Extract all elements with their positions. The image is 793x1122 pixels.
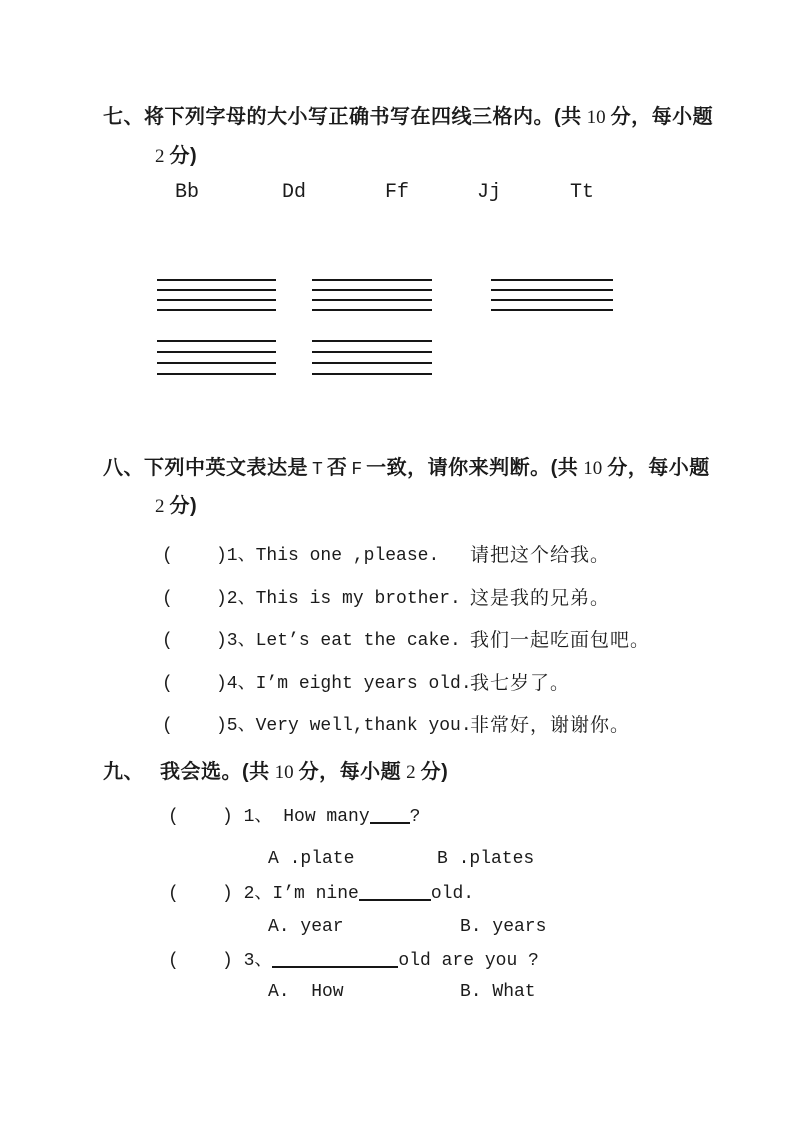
points-each: 2: [155, 496, 165, 517]
grid-line: [157, 309, 276, 311]
grid-line: [312, 309, 432, 311]
judge-item: [162, 588, 611, 610]
title-text: 分，每小题: [610, 106, 714, 128]
four-line-grid: [312, 340, 432, 375]
true-mark: T: [312, 460, 323, 480]
answer-blank: [272, 951, 398, 968]
answer-parens: ( )1、: [162, 546, 256, 566]
grid-line: [312, 362, 432, 364]
judge-item: [162, 673, 571, 695]
choice-question: [168, 950, 539, 972]
grid-line: [312, 351, 432, 353]
letter-pair: Dd: [282, 181, 307, 204]
points-each: 2: [406, 762, 416, 783]
letter-pair: Tt: [570, 181, 595, 204]
answer-parens: ( ) 2、: [168, 884, 273, 904]
answer-parens: ( ) 1、: [168, 807, 284, 827]
letter-pair: Ff: [385, 181, 410, 204]
points-total: 10: [274, 762, 294, 783]
title-text: 否: [326, 457, 348, 479]
judge-item: [162, 545, 611, 567]
grid-line: [312, 299, 432, 301]
grid-line: [157, 362, 276, 364]
four-line-grid: [157, 340, 276, 375]
section-eight-title-line1: [103, 455, 710, 484]
chinese-sentence: 非常好，谢谢你。: [470, 715, 631, 736]
section-eight-title-line2: [150, 493, 197, 520]
grid-line: [491, 289, 613, 291]
question-text: old are you ?: [398, 951, 539, 971]
title-text: 分): [420, 761, 449, 783]
answer-blank: [359, 884, 431, 901]
option-b: B. years: [460, 917, 547, 937]
four-line-grid: [312, 279, 432, 311]
title-text: 分，每小题: [298, 761, 402, 783]
english-sentence: Let’s eat the cake.: [255, 631, 461, 651]
grid-line: [491, 299, 613, 301]
grid-line: [312, 289, 432, 291]
grid-line: [312, 279, 432, 281]
title-text: 分，每小题: [607, 457, 710, 479]
four-line-grid: [157, 279, 276, 311]
answer-parens: ( )4、: [162, 674, 256, 694]
grid-line: [157, 351, 276, 353]
title-text: 分): [169, 495, 198, 517]
option-a: A. How: [268, 982, 344, 1002]
answer-blank: [370, 807, 410, 824]
english-sentence: This one ,please.: [255, 546, 440, 566]
question-text: ?: [409, 807, 421, 827]
chinese-sentence: 我七岁了。: [470, 673, 571, 694]
question-text: I’m nine: [272, 884, 359, 904]
question-text: How many: [283, 807, 370, 827]
grid-line: [157, 299, 276, 301]
answer-parens: ( )2、: [162, 589, 256, 609]
letter-pair: Bb: [175, 181, 200, 204]
chinese-sentence: 请把这个给我。: [470, 545, 611, 566]
option-a: A. year: [268, 917, 344, 937]
chinese-sentence: 我们一起吃面包吧。: [470, 630, 651, 651]
grid-line: [491, 309, 613, 311]
grid-line: [157, 279, 276, 281]
grid-line: [491, 279, 613, 281]
title-text: 我会选。(共: [160, 761, 270, 783]
four-line-grid: [491, 279, 613, 311]
chinese-sentence: 这是我的兄弟。: [470, 588, 611, 609]
option-b: B. What: [460, 982, 536, 1002]
answer-parens: ( ) 3、: [168, 951, 273, 971]
section-seven-title-line2: [150, 143, 197, 170]
grid-line: [157, 289, 276, 291]
choice-question: [168, 806, 420, 828]
grid-line: [312, 373, 432, 375]
grid-line: [312, 340, 432, 342]
letter-pair: Jj: [477, 181, 502, 204]
false-mark: F: [351, 460, 363, 480]
points-total: 10: [586, 107, 606, 128]
answer-parens: ( )3、: [162, 631, 256, 651]
option-a: A .plate: [268, 849, 355, 869]
judge-item: [162, 630, 651, 652]
english-sentence: Very well,thank you.: [255, 716, 472, 736]
choice-question: [168, 883, 474, 905]
points-total: 10: [583, 458, 603, 479]
points-each: 2: [155, 146, 165, 167]
english-sentence: I’m eight years old.: [255, 674, 472, 694]
english-sentence: This is my brother.: [255, 589, 461, 609]
title-text: 七、将下列字母的大小写正确书写在四线三格内。(共: [103, 106, 582, 128]
title-text: 八、下列中英文表达是: [103, 457, 308, 479]
grid-line: [157, 340, 276, 342]
title-text: 一致，请你来判断。(共: [366, 457, 579, 479]
section-seven-title-line1: [103, 104, 713, 131]
grid-line: [157, 373, 276, 375]
title-text: 分): [169, 145, 198, 167]
answer-parens: ( )5、: [162, 716, 256, 736]
question-text: old.: [430, 884, 475, 904]
option-b: B .plates: [437, 849, 535, 869]
judge-item: [162, 715, 631, 737]
section-number: 九、: [103, 761, 144, 783]
section-nine-title: [103, 759, 448, 786]
